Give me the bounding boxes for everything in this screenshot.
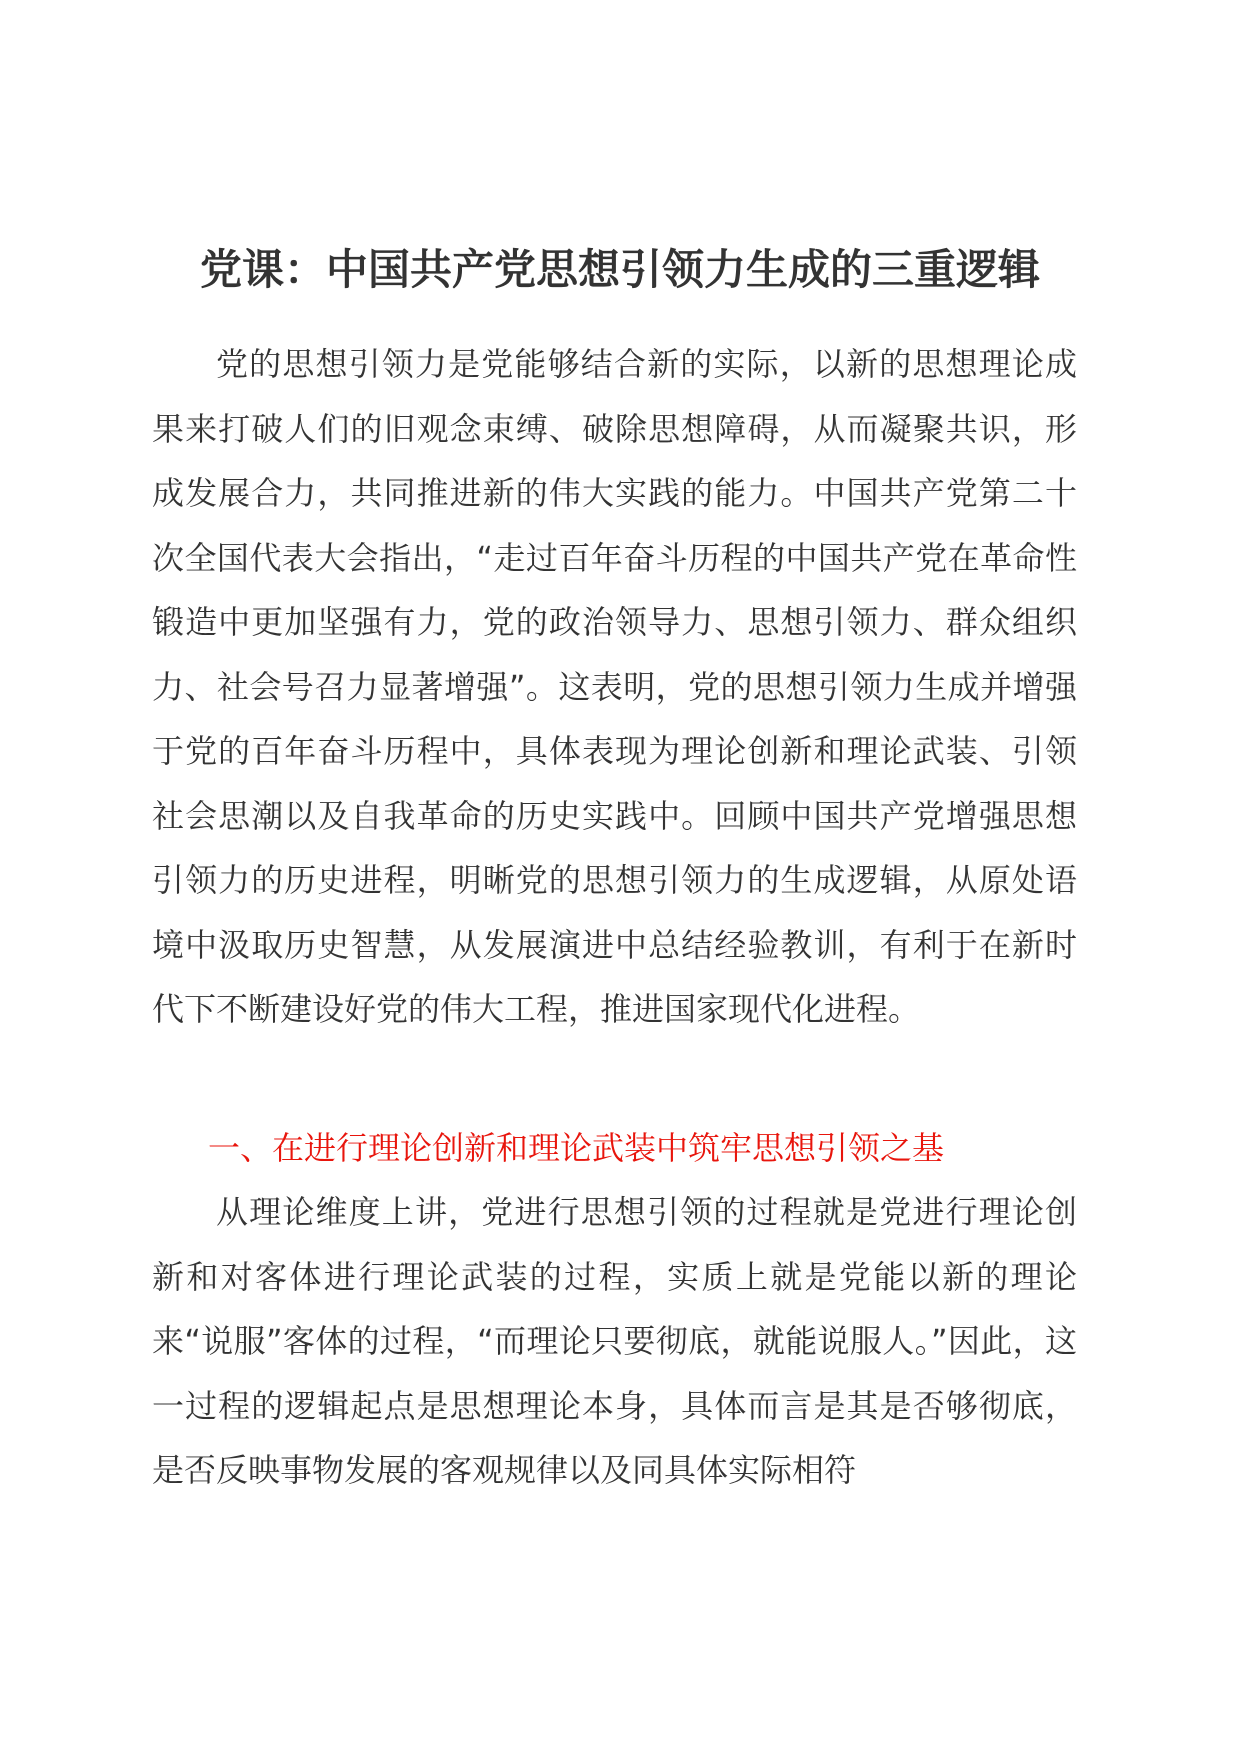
intro-paragraph: 党的思想引领力是党能够结合新的实际，以新的思想理论成果来打破人们的旧观念束缚、破除思想障碍，从而凝聚共识，形成发展合力，共同推进新的伟大实践的能力。中国共产党第二十次全国代表大会指出，“走过百年奋斗历程的中国共产党在革命性锻造中更加坚强有力，党的政治领导力、思想引领力、群众组织力、社会号召力显著增强”。这表明，党的思想引领力生成并增强于党的百年奋斗历程中，具体表现为理论创新和理论武装、引领社会思潮以及自我革命的历史实践中。回顾中国共产党增强思想引领力的历史进程，明晰党的思想引领力的生成逻辑，从原处语境中汲取历史智慧，从发展演进中总结经验教训，有利于在新时代下不断建设好党的伟大工程，推进国家现代化进程。 (152, 345, 1077, 1028)
section-paragraph: 从理论维度上讲，党进行思想引领的过程就是党进行理论创新和对客体进行理论武装的过程，实质上就是党能以新的理论来“说服”客体的过程，“而理论只要彻底，就能说服人。”因此，这一过程的逻辑起点是思想理论本身，具体而言是其是否够彻底，是否反映事物发展的客观规律以及同具体实际相符 (152, 1193, 1077, 1489)
section-heading: 一、在进行理论创新和理论武装中筑牢思想引领之基 (208, 1129, 945, 1167)
document-title: 党课：中国共产党思想引领力生成的三重逻辑 (199, 245, 1040, 294)
